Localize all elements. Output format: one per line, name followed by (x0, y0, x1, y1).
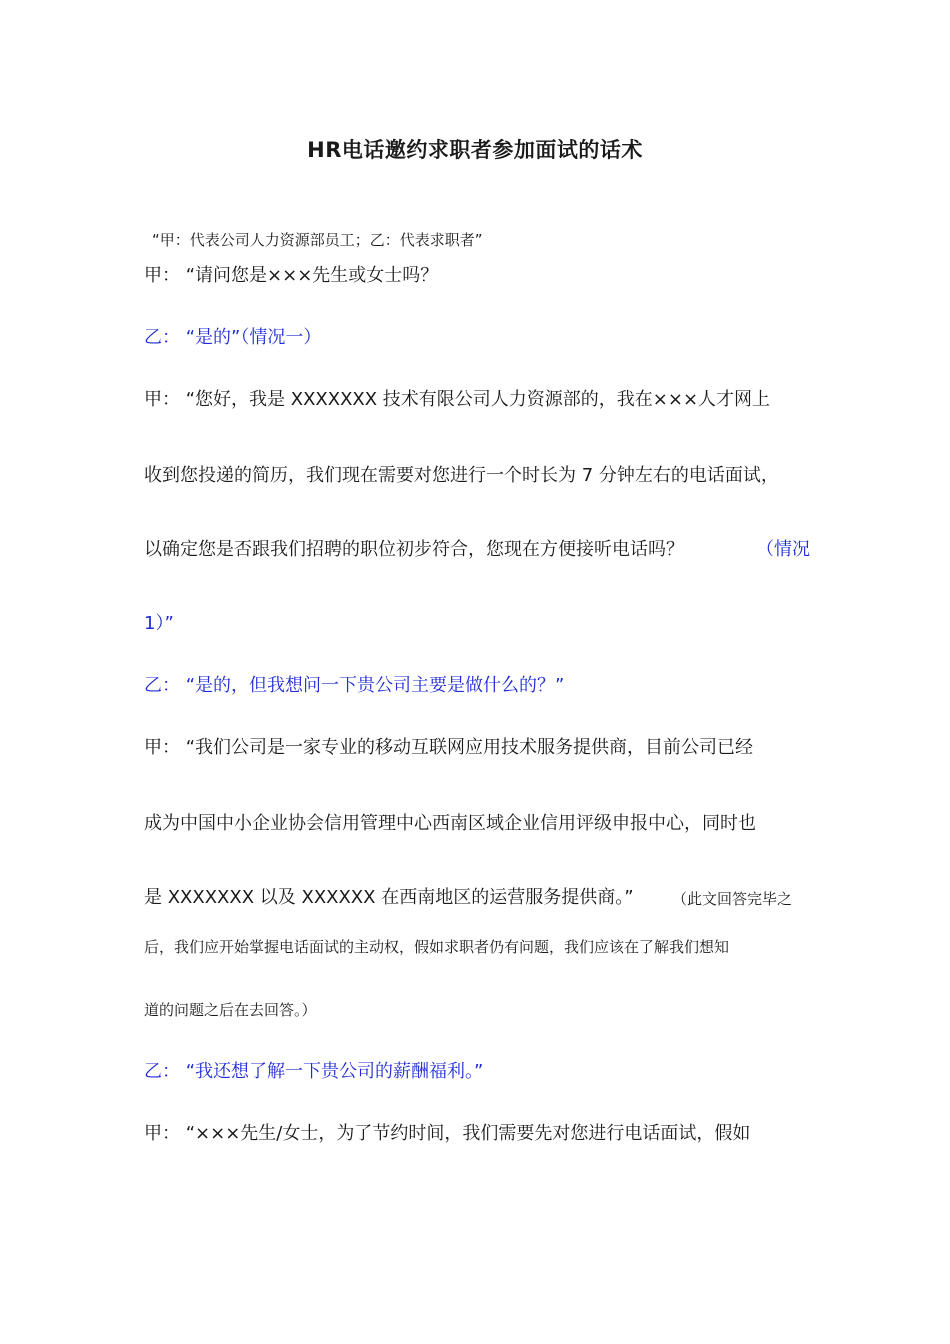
dialogue-line: 甲： “您好，我是 XXXXXXX 技术有限公司人力资源部的，我在×××人才网上 (144, 389, 771, 410)
annotation-note: 道的问题之后在去回答。） (144, 1001, 317, 1019)
situation-label: （情况 (756, 539, 810, 560)
dialogue-line: 甲： “我们公司是一家专业的移动互联网应用技术服务提供商，目前公司已经 (144, 737, 754, 758)
dialogue-line: 收到您投递的简历，我们现在需要对您进行一个时长为 7 分钟左右的电话面试， (144, 465, 779, 486)
dialogue-line: 成为中国中小企业协会信用管理中心西南区域企业信用评级申报中心，同时也 (144, 813, 756, 834)
roles-note: “甲：代表公司人力资源部员工；乙：代表求职者” (152, 231, 483, 249)
dialogue-line: 乙： “我还想了解一下贵公司的薪酬福利。” (144, 1061, 484, 1082)
annotation-note: （此文回答完毕之 (672, 890, 793, 908)
situation-label: 1）” (144, 613, 174, 634)
dialogue-line: 以确定您是否跟我们招聘的职位初步符合，您现在方便接听电话吗？ (144, 539, 684, 560)
dialogue-line: 是 XXXXXXX 以及 XXXXXX 在西南地区的运营服务提供商。” (144, 887, 634, 908)
annotation-note: 后，我们应开始掌握电话面试的主动权，假如求职者仍有问题，我们应该在了解我们想知 (144, 938, 730, 956)
dialogue-line: 乙： “是的，但我想问一下贵公司主要是做什么的？” (144, 675, 565, 696)
dialogue-line: 乙： “是的”（情况一） (144, 327, 322, 348)
document-title: HR电话邀约求职者参加面试的话术 (307, 138, 643, 162)
dialogue-line: 甲： “×××先生/女士，为了节约时间，我们需要先对您进行电话面试，假如 (144, 1123, 751, 1144)
dialogue-line: 甲： “请问您是×××先生或女士吗？ (144, 265, 439, 286)
